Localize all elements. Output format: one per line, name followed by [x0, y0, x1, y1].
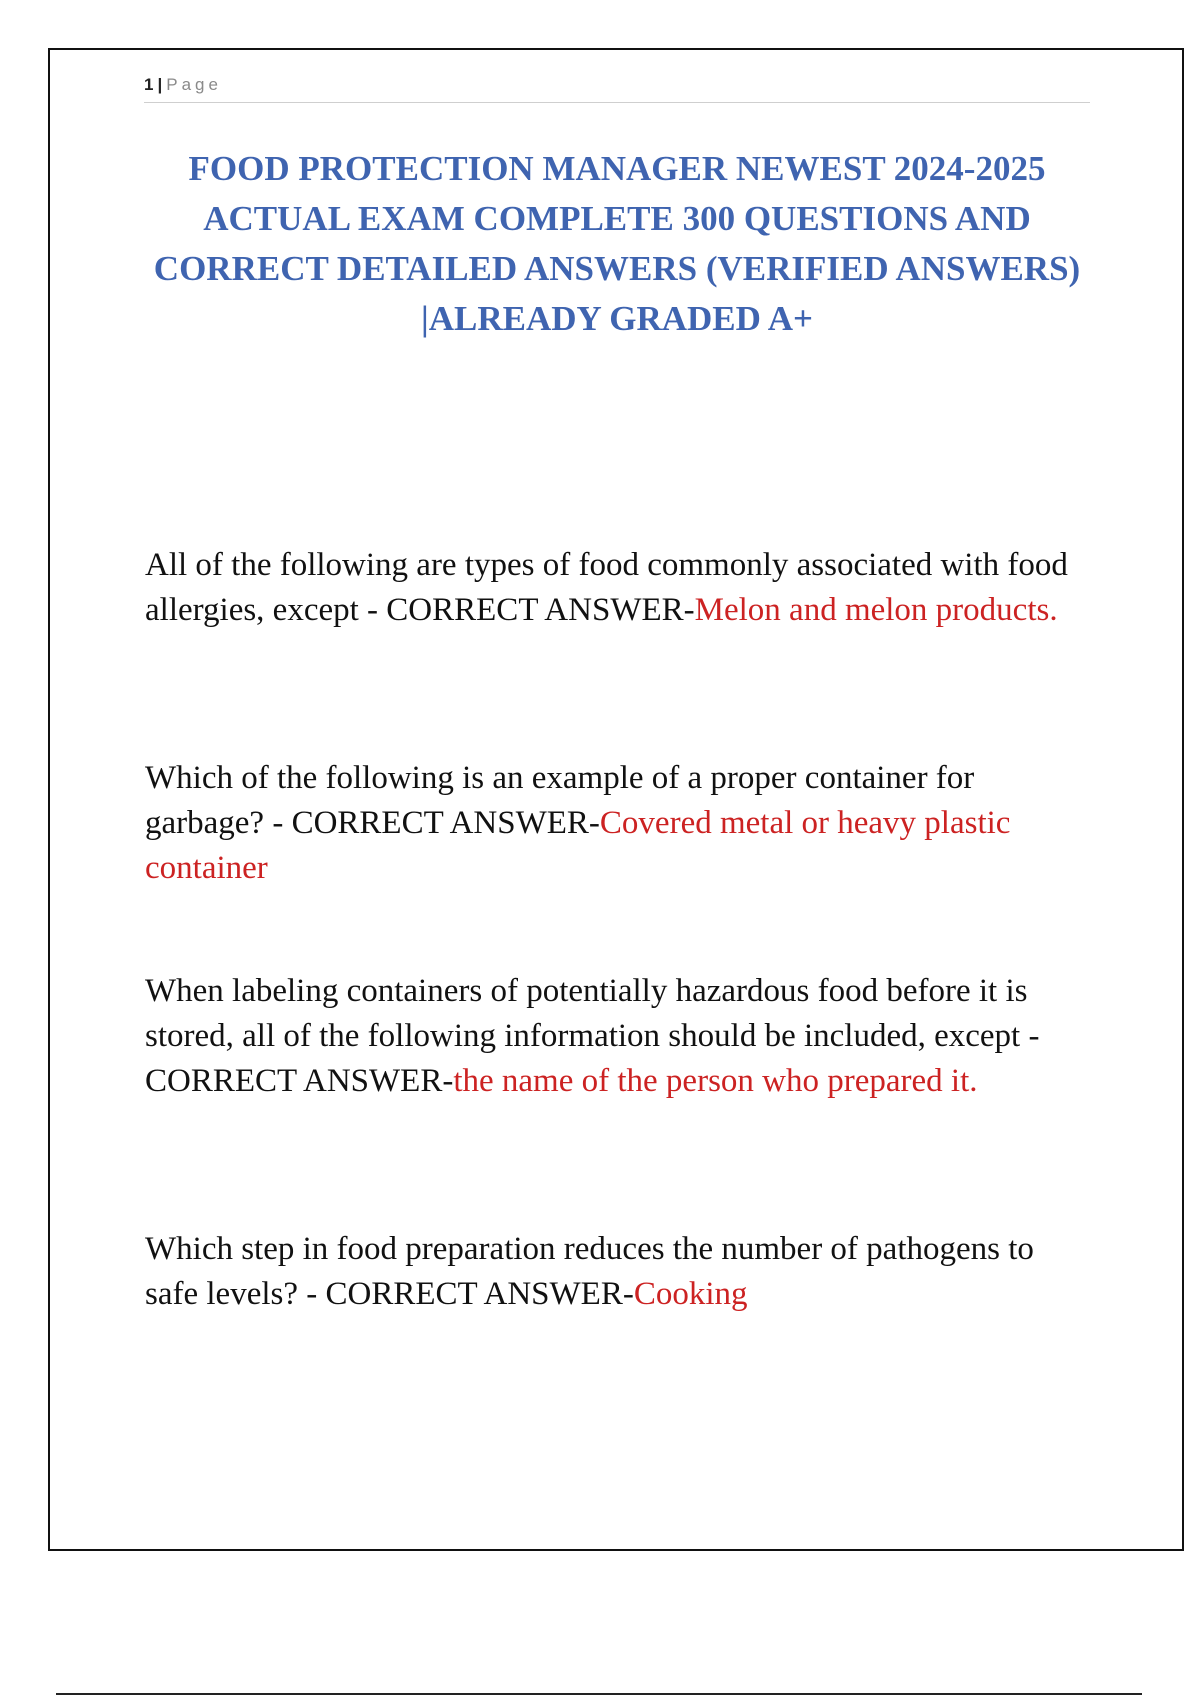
- question-item: [145, 1227, 1095, 1317]
- document-title: FOOD PROTECTION MANAGER NEWEST 2024-2025 ACTUAL EXAM COMPLETE 300 QUESTIONS AND CORRECT DETAILED ANSWERS (VERIFIED ANSWERS) |ALREADY GRADED A+: [153, 149, 1081, 338]
- page-label: Page: [166, 75, 222, 94]
- answer-text: Cooking: [633, 1276, 748, 1312]
- answer-marker: - CORRECT ANSWER-: [264, 805, 600, 841]
- page-number: 1: [144, 75, 154, 94]
- question-item: [145, 756, 1095, 891]
- answer-marker: - CORRECT ANSWER-: [298, 1276, 634, 1312]
- question-item: [145, 969, 1095, 1104]
- answer-marker: - CORRECT ANSWER-: [358, 592, 695, 628]
- question-item: [145, 543, 1095, 633]
- answer-text: Melon and melon products.: [694, 592, 1058, 628]
- answer-text: Covered metal or heavy plastic container: [145, 805, 1011, 886]
- question-text: Which step in food preparation reduces the number of pathogens to safe levels?: [145, 1231, 1034, 1312]
- question-text: All of the following are types of food commonly associated with food allergies, except: [145, 547, 1068, 628]
- bottom-rule: [56, 1693, 1142, 1695]
- answer-text: the name of the person who prepared it.: [453, 1063, 978, 1099]
- page-header: [144, 74, 1090, 103]
- question-text: When labeling containers of potentially hazardous food before it is stored, all of the following information should be included, except: [145, 973, 1028, 1054]
- question-text: Which of the following is an example of a proper container for garbage?: [145, 760, 975, 841]
- page-separator: |: [157, 75, 163, 94]
- answer-marker: - CORRECT ANSWER-: [145, 1018, 1040, 1099]
